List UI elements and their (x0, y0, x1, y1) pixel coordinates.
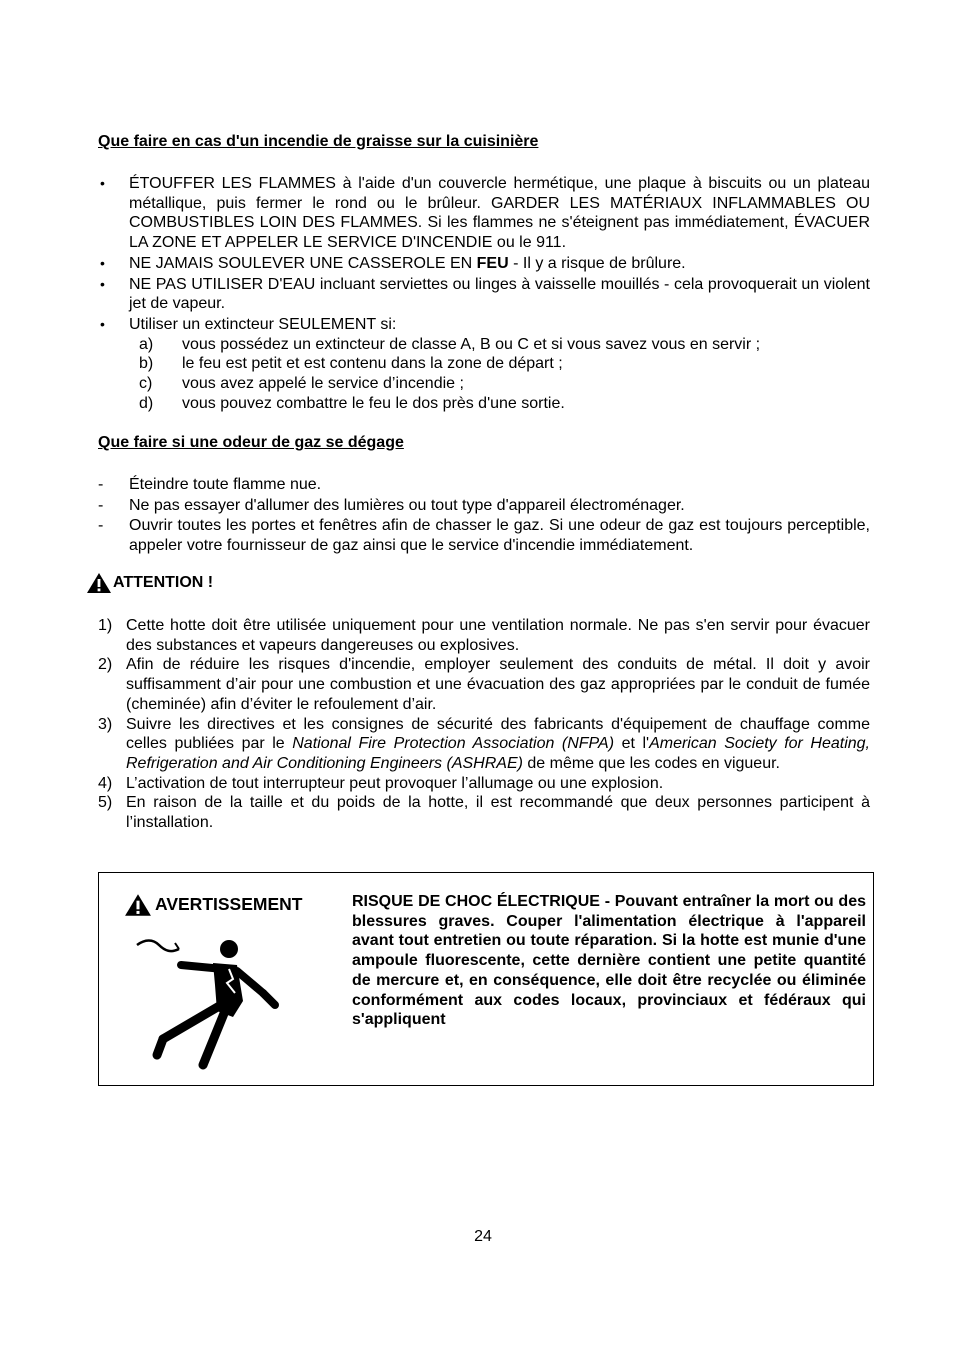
list-item (98, 496, 870, 516)
sub-marker: a) (139, 335, 154, 353)
list-item-text: En raison de la taille et du poids de la hotte, il est recommandé que deux personnes participent à l’installation. (126, 794, 870, 832)
warning-heading (124, 893, 302, 917)
bullet-marker: • (100, 275, 105, 292)
list-item-text: Cette hotte doit être utilisée uniquement pour une ventilation normale. Ne pas s'en servir pour évacuer des substances et vapeurs dangereuses ou explosives. (126, 617, 870, 654)
sub-item-text: le feu est petit et est contenu dans la zone de départ ; (182, 355, 563, 373)
warning-triangle-icon (86, 572, 112, 594)
sub-list-item (98, 374, 870, 394)
list-item-text-pre: NE JAMAIS SOULEVER UNE CASSEROLE EN (129, 254, 477, 272)
warning-text: RISQUE DE CHOC ÉLECTRIQUE - Pouvant entraîner la mort ou des blessures graves. Couper l'alimentation électrique à l'appareil avant tout entretien ou toute réparation. Si la hotte est munie d'une ampoule fluorescente, cette dernière contient une petite quantité de mercure et, en conséquence, elle doit être recyclée ou éliminée conformément aux codes locaux, provinciaux et fédéraux qui s'appliquent (352, 893, 866, 1029)
list-item-text: Afin de réduire les risques d'incendie, employer seulement des conduits de métal. Il doit y avoir suffisamment d’air pour une combustion et une évacuation des gaz appropriées par le conduit de fumée (cheminée) afin d’éviter le refoulement d’air. (126, 656, 870, 713)
list-item (98, 715, 870, 774)
number-marker: 4) (98, 774, 113, 792)
sub-marker: c) (139, 375, 153, 393)
list-item-text-bold: FEU (476, 254, 509, 272)
list-item-text: NE PAS UTILISER D'EAU incluant serviettes ou linges à vaisselle mouillés - cela provoquerait un violent jet de vapeur. (129, 275, 870, 313)
sub-item-text: vous avez appelé le service d’incendie ; (182, 375, 464, 393)
warning-triangle-icon (124, 893, 152, 917)
warning-label: AVERTISSEMENT (155, 894, 303, 915)
list-item (98, 655, 870, 714)
gas-odor-list (98, 475, 870, 556)
list-item-text: ÉTOUFFER LES FLAMMES à l'aide d'un couvercle hermétique, une plaque à biscuits ou un plateau métallique, puis fermer le rond ou le brûleur. GARDER LES MATÉRIAUX INFLAMMABLES OU COMBUSTIBLES LOIN DES FLAMMES. Si les flammes ne s'éteignent pas immédiatement, ÉVACUER LA ZONE ET APPELER LE SERVICE D'INCENDIE ou le 911. (129, 175, 870, 252)
list-item-text-post: - Il y a risque de brûlure. (508, 254, 686, 272)
list-item (98, 275, 870, 314)
list-item (98, 793, 870, 832)
grease-fire-list (98, 174, 870, 413)
warning-box (98, 872, 874, 1086)
sub-item-text: vous pouvez combattre le feu le dos près d'une sortie. (182, 394, 565, 412)
number-marker: 2) (98, 656, 113, 674)
list-item-text-post: de même que les codes en vigueur. (522, 754, 780, 772)
sub-item-text: vous possédez un extincteur de classe A, B ou C et si vous savez vous en servir ; (182, 335, 761, 353)
section-grease-fire-heading: Que faire en cas d'un incendie de graisse sur la cuisinière (98, 133, 539, 150)
section-gas-odor-heading: Que faire si une odeur de gaz se dégage (98, 434, 404, 451)
dash-marker: - (98, 476, 104, 493)
list-item-italic: National Fire Protection Association (NFPA) (292, 735, 615, 753)
list-item (98, 475, 870, 495)
list-item (98, 774, 870, 794)
bullet-marker: • (100, 254, 105, 271)
list-item-text: Ne pas essayer d'allumer des lumières ou tout type d'appareil électroménager. (129, 496, 685, 514)
list-item-text: Utiliser un extincteur SEULEMENT si: (129, 315, 397, 333)
attention-list (98, 616, 870, 833)
bullet-marker: • (100, 175, 105, 191)
dash-marker: - (98, 496, 104, 514)
list-item-text-pre: Suivre les directives et les consignes de sécurité des fabricants d'équipement de chauffage comme celles publiées par le (126, 715, 870, 753)
sub-marker: b) (139, 355, 154, 373)
list-item (98, 254, 870, 274)
electric-shock-person-icon (133, 935, 289, 1075)
attention-label: ATTENTION ! (113, 574, 214, 592)
page-number: 24 (474, 1228, 492, 1245)
list-item-text: L’activation de tout interrupteur peut provoquer l’allumage ou une explosion. (126, 774, 664, 792)
attention-heading (86, 572, 213, 594)
list-item-italic: American Society for Heating, Refrigeration and Air Conditioning Engineers (ASHRAE) (126, 735, 870, 772)
dash-marker: - (98, 517, 104, 535)
sub-marker: d) (139, 394, 154, 412)
list-item (98, 616, 870, 655)
sub-list-item (98, 335, 870, 355)
list-item (98, 315, 870, 335)
list-item-text: Ouvrir toutes les portes et fenêtres afin de chasser le gaz. Si une odeur de gaz est toujours perceptible, appeler votre fournisseur de gaz ainsi que le service d'incendie immédiatement. (129, 517, 870, 555)
list-item (98, 516, 870, 555)
list-item-text-mid: et l' (614, 735, 650, 753)
number-marker: 3) (98, 715, 113, 733)
list-item (98, 174, 870, 253)
list-item-text: Éteindre toute flamme nue. (129, 476, 322, 493)
sub-list-item (98, 394, 870, 414)
sub-list-item (98, 354, 870, 374)
number-marker: 1) (98, 617, 113, 634)
number-marker: 5) (98, 794, 113, 812)
bullet-marker: • (100, 315, 105, 332)
